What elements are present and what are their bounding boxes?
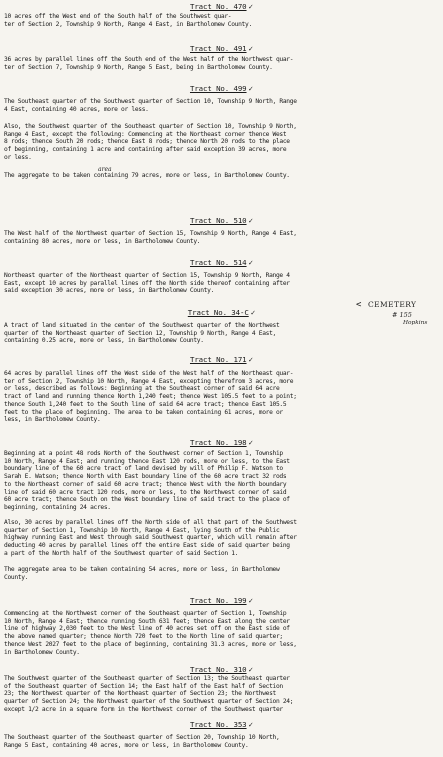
tract-description <box>4 272 436 295</box>
text-line: less, in Bartholomew County. <box>4 416 101 424</box>
tract-description <box>4 98 436 113</box>
text-line: 36 acres by parallel lines off the South end of the West half of the Northwest quar- <box>4 56 294 63</box>
handwritten-insert: area <box>98 166 112 173</box>
handwritten-arrow: < <box>356 300 362 310</box>
tract-description <box>4 56 436 71</box>
tract-description <box>4 172 436 180</box>
text-line: The West half of the Northwest quarter of Section 15, Township 9 North, Range 4 East, <box>4 230 297 237</box>
check-mark: ✓ <box>248 665 254 674</box>
tract-heading <box>0 665 443 674</box>
text-line: The Southwest quarter of the Southeast quarter of Section 13; the Southeast quarter <box>4 675 290 682</box>
text-line: line of said 60 acre tract 120 rods, more or less, to the Northwest corner of said <box>4 488 287 496</box>
tract-label: Tract No. 470 <box>189 2 247 11</box>
text-line: Also, 30 acres by parallel lines off the North side of all that part of the Southwest <box>4 519 297 526</box>
text-line: the above named quarter; thence North 720 feet to the North line of said quarter; <box>4 633 283 641</box>
text-line: quarter of the Northeast quarter of Section 12, Township 9 North, Range 4 East, <box>4 329 276 337</box>
handwritten-cemetery-number: # 155 <box>392 311 412 319</box>
text-line: highway running East and West through said Southwest quarter, which will remain after <box>4 534 297 542</box>
text-line: Beginning at a point 48 rods North of the Southwest corner of Section 1, Township <box>4 450 283 457</box>
text-line: containing 80 acres, more or less, in Bartholomew County. <box>4 237 201 245</box>
text-line: ter of Section 2, Township 10 North, Range 4 East, excepting therefrom 3 acres, more <box>4 377 294 385</box>
check-mark: ✓ <box>248 216 254 225</box>
check-mark: ✓ <box>248 438 254 447</box>
text-line: said exception 30 acres, more or less, in Bartholomew County. <box>4 287 215 295</box>
check-mark: ✓ <box>248 355 254 364</box>
text-line: except 1/2 acre in a square form in the Northwest corner of the Southwest quarter <box>4 705 283 713</box>
text-line: 10 acres off the West end of the South half of the Southwest quar- <box>4 13 232 20</box>
text-line: of the Southeast quarter of Section 14; the East half of the East half of Section <box>4 682 283 690</box>
tract-heading <box>0 44 443 53</box>
text-line: Range 5 East, containing 40 acres, more or less, in Bartholomew County. <box>4 741 249 749</box>
text-line: in Bartholomew County. <box>4 648 80 656</box>
text-line: 23; the Northwest quarter of the Northeast quarter of Section 23; the Northwest <box>4 690 276 698</box>
tract-label: Tract No. 491 <box>189 44 247 53</box>
text-line: thence West 2027 feet to the place of beginning, containing 31.3 acres, more or less, <box>4 640 297 648</box>
text-line: tract of land and running thence North 1,240 feet; thence West 105.5 feet to a point; <box>4 393 297 401</box>
tract-description <box>4 734 436 749</box>
check-mark: ✓ <box>248 596 254 605</box>
tract-label: Tract No. 34-C <box>187 308 249 317</box>
tract-description <box>4 566 436 581</box>
text-line: feet to the place of beginning. The area to be taken containing 61 acres, more or <box>4 408 283 416</box>
check-mark: ✓ <box>248 258 254 267</box>
text-line: quarter of Section 24; the Northwest quarter of the Southwest quarter of Section 24; <box>4 698 294 706</box>
tract-description <box>4 610 436 656</box>
tract-heading <box>0 308 443 317</box>
tract-label: Tract No. 353 <box>189 720 247 729</box>
tract-heading <box>0 720 443 729</box>
tract-label: Tract No. 199 <box>189 596 247 605</box>
text-line: Also, the Southwest quarter of the Southeast quarter of Section 10, Township 9 North, <box>4 123 297 130</box>
text-line: containing 0.25 acre, more or less, in Bartholomew County. <box>4 337 204 345</box>
text-line: Sarah E. Watson; thence North with East boundary line of the 60 acre tract 32 rods <box>4 473 287 481</box>
tract-label: Tract No. 198 <box>189 438 247 447</box>
text-line: 4 East, containing 40 acres, more or less. <box>4 105 149 113</box>
tract-heading <box>0 596 443 605</box>
tract-description <box>4 123 436 162</box>
tract-label: Tract No. 514 <box>189 258 247 267</box>
tract-heading <box>0 355 443 364</box>
text-line: The aggregate to be taken containing 79 acres, more or less, in Bartholomew County. <box>4 172 290 179</box>
text-line: The aggregate area to be taken containing 54 acres, more or less, in Bartholomew <box>4 566 280 573</box>
text-line: The Southeast quarter of the Southwest quarter of Section 10, Township 9 North, Range <box>4 98 297 105</box>
check-mark: ✓ <box>248 84 254 93</box>
tract-description <box>4 519 436 558</box>
tract-label: Tract No. 171 <box>189 355 247 364</box>
tract-label: Tract No. 499 <box>189 84 247 93</box>
tract-heading <box>0 258 443 267</box>
text-line: a part of the North half of the Southwest quarter of said Section 1. <box>4 549 239 557</box>
text-line: of beginning, containing 1 acre and containing after said exception 39 acres, more <box>4 146 287 154</box>
tract-description <box>4 230 436 245</box>
check-mark: ✓ <box>248 44 254 53</box>
text-line: Northeast quarter of the Northeast quarter of Section 15, Township 9 North, Range 4 <box>4 272 290 279</box>
text-line: thence South 1,240 feet to the South line of said 64 acre tract; thence East 105.5 <box>4 400 287 408</box>
text-line: Commencing at the Northwest corner of the Southeast quarter of Section 1, Township <box>4 610 287 617</box>
text-line: ter of Section 7, Township 9 North, Range 5 East, being in Bartholomew County. <box>4 63 273 71</box>
tract-heading <box>0 2 443 11</box>
text-line: to the Northeast corner of said 60 acre tract; thence West with the North boundary <box>4 480 287 488</box>
handwritten-cemetery: CEMETERY <box>368 300 417 309</box>
check-mark: ✓ <box>248 720 254 729</box>
text-line: beginning, containing 24 acres. <box>4 503 111 511</box>
tract-label: Tract No. 310 <box>189 665 247 674</box>
tract-description <box>4 13 436 28</box>
text-line: 8 rods; thence South 20 rods; thence East 8 rods; thence North 20 rods to the place <box>4 138 290 146</box>
text-line: boundary line of the 60 acre tract of land devised by will of Philip F. Watson to <box>4 465 283 473</box>
tract-heading <box>0 216 443 225</box>
text-line: line of highway 2,030 feet to the West line of 40 acres set off on the East side of <box>4 625 290 633</box>
text-line: or less. <box>4 153 32 161</box>
text-line: 10 North, Range 4 East; and running thence East 120 rods, more or less, to the East <box>4 457 290 465</box>
check-mark: ✓ <box>248 2 254 11</box>
text-line: 64 acres by parallel lines off the West side of the West half of the Northeast quar- <box>4 370 294 377</box>
handwritten-hopkins: Hopkins <box>403 320 428 326</box>
tract-description <box>4 450 436 512</box>
text-line: quarter of Section 1, Township 10 North, Range 4 East, lying South of the Public <box>4 526 280 534</box>
tract-description <box>4 675 436 714</box>
tract-description <box>4 370 436 424</box>
tract-label: Tract No. 510 <box>189 216 247 225</box>
text-line: 60 acre tract; thence South on the West boundary line of said tract to the place of <box>4 496 290 504</box>
text-line: County. <box>4 573 29 581</box>
text-line: A tract of land situated in the center of the Southwest quarter of the Northwest <box>4 322 280 329</box>
text-line: 10 North, Range 4 East; thence running South 631 feet; thence East along the center <box>4 617 290 625</box>
check-mark: ✓ <box>250 308 256 317</box>
text-line: ter of Section 2, Township 9 North, Range 4 East, in Bartholomew County. <box>4 20 252 28</box>
tract-heading <box>0 84 443 93</box>
text-line: The Southeast quarter of the Southeast quarter of Section 20, Township 10 North, <box>4 734 280 741</box>
text-line: or less, described as follows: Beginning at the Southeast corner of said 64 acre <box>4 385 280 393</box>
text-line: deducting 40 acres by parallel lines off the entire East side of said quarter being <box>4 542 290 550</box>
tract-description <box>4 322 436 345</box>
text-line: East, except 10 acres by parallel lines off the North side thereof containing after <box>4 279 290 287</box>
text-line: Range 4 East, except the following: Commencing at the Northeast corner thence West <box>4 130 287 138</box>
tract-heading <box>0 438 443 447</box>
